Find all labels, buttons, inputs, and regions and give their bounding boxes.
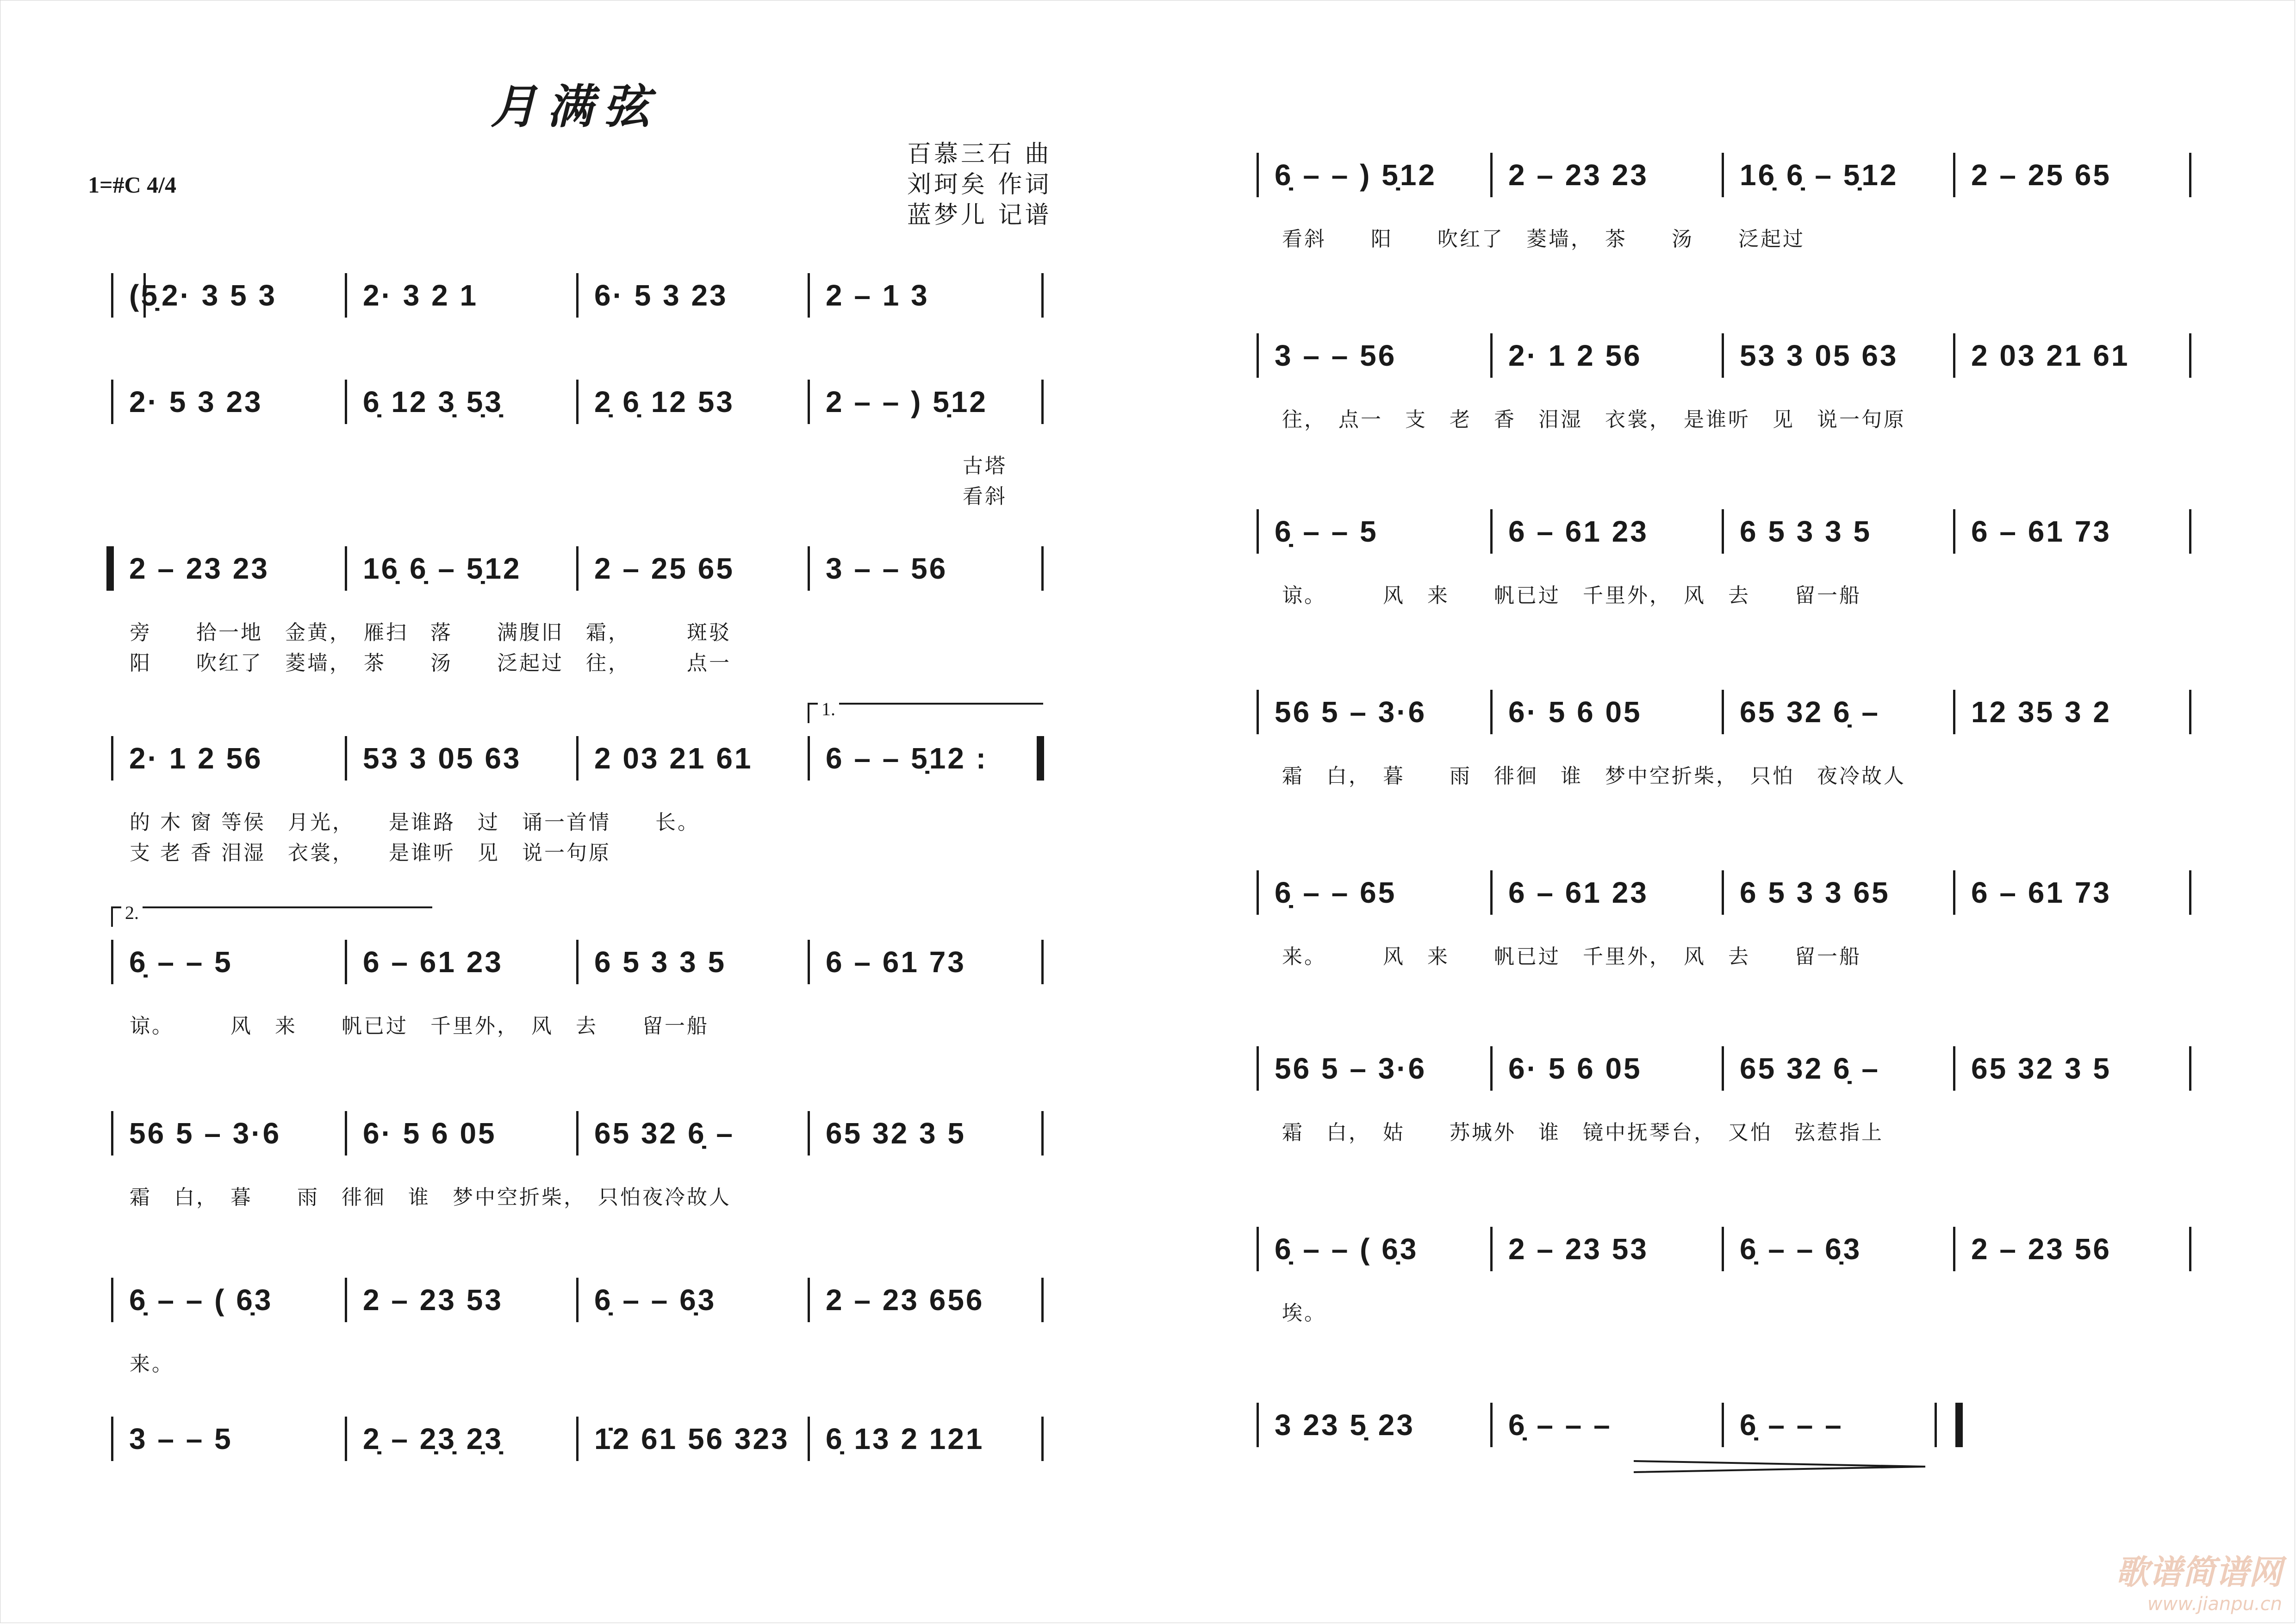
- measure-notes: 6 5 3 3 65: [1740, 876, 1890, 909]
- barline: [2189, 1046, 2191, 1091]
- lyric-line: 古塔: [963, 454, 1007, 478]
- measure: [579, 1111, 808, 1156]
- measure-notes: 6̣ – – 5: [129, 945, 233, 979]
- measure: [810, 546, 1041, 591]
- volta-number: 2.: [121, 902, 143, 924]
- measure: [579, 380, 808, 424]
- barline: [1041, 546, 1044, 591]
- measure-notes: 2 – 25 65: [1971, 158, 2111, 192]
- measure: [347, 940, 576, 984]
- measure-notes: 6· 5 6 05: [1508, 695, 1642, 729]
- lyric-line: 阳 吹红了 菱墙， 茶 汤 泛起过 往， 点一: [130, 651, 731, 675]
- barline: [1935, 1403, 1937, 1447]
- volta-bracket: [808, 699, 1043, 723]
- measure: [579, 273, 808, 318]
- credits-block: [907, 139, 1052, 231]
- measure-notes: 3 – – 5: [129, 1422, 233, 1455]
- measure-notes: 65 32 6̣ –: [594, 1117, 734, 1150]
- measure: [1493, 1227, 1722, 1271]
- measure-notes: 16̣ 6̣ – 5̣12: [1740, 158, 1898, 192]
- measure-notes: 2· 1 2 56: [129, 742, 263, 775]
- lyric-line: 霜 白， 暮 雨 徘徊 谁 梦中空折柴， 只怕 夜冷故人: [1282, 764, 1906, 788]
- lyric-line: 霜 白， 姑 苏城外 谁 镜中抚琴台， 又怕 弦惹指上: [1282, 1121, 1884, 1144]
- repeat-end: [1037, 736, 1044, 781]
- measure-notes: 65 32 6̣ –: [1740, 1052, 1880, 1085]
- measure: [1259, 153, 1490, 197]
- measure-notes: 6 – 61 73: [1971, 515, 2111, 548]
- measure-notes: 56 5 – 3·6: [129, 1117, 281, 1150]
- measure: [1955, 333, 2189, 378]
- measure: [1724, 1046, 1953, 1091]
- measure: [1724, 509, 1953, 554]
- measure-notes: 6̣ 12 3̣ 5̣3̣: [363, 385, 503, 418]
- measure-notes: 2 03 21 61: [594, 742, 753, 775]
- measure-notes: 3 – – 56: [1275, 339, 1397, 372]
- measure: [810, 940, 1041, 984]
- measure: [1493, 690, 1722, 734]
- measure-notes: 6 – 61 23: [363, 945, 503, 979]
- measure-notes: 6 – 61 73: [826, 945, 966, 979]
- measure: [810, 273, 1041, 318]
- measure-notes: 2 – 23 656: [826, 1283, 984, 1317]
- volta-number: 1.: [818, 698, 839, 720]
- measure-notes: 2 – 23 23: [129, 552, 269, 585]
- composer-credit: 百慕三石 曲: [907, 140, 1052, 168]
- measure: [347, 380, 576, 424]
- measure: [1259, 1046, 1490, 1091]
- measure: [1724, 870, 1953, 915]
- volta-bracket: [111, 902, 432, 927]
- barline: [2189, 509, 2191, 554]
- measure: [113, 1417, 345, 1461]
- watermark-name: 歌谱简谱网: [2115, 1553, 2282, 1592]
- measure-notes: 6 – 61 73: [1971, 876, 2111, 909]
- measure-notes: 6 – – 5̣12 :: [826, 742, 988, 775]
- lyric-line: 霜 白， 暮 雨 徘徊 谁 梦中空折柴， 只怕夜冷故人: [130, 1186, 731, 1209]
- final-barline: [1955, 1403, 1963, 1447]
- measure: [1259, 870, 1490, 915]
- measure: [1493, 870, 1722, 915]
- song-title: 月满弦: [491, 79, 660, 134]
- barline: [1041, 1111, 1044, 1156]
- measure-notes: 2 03 21 61: [1971, 339, 2130, 372]
- measure: [113, 1111, 345, 1156]
- barline: [1041, 380, 1044, 424]
- measure: [1493, 1403, 1722, 1447]
- repeat-start: [106, 546, 114, 591]
- measure-notes: 65 32 3 5: [1971, 1052, 2111, 1085]
- measure: [579, 546, 808, 591]
- measure-notes: 56 5 – 3·6: [1275, 1052, 1427, 1085]
- key-time-signature: 1=#C 4/4: [88, 172, 176, 198]
- measure-notes: 6̣ – – 6̣3: [594, 1283, 716, 1317]
- transcriber-credit: 蓝梦儿 记谱: [907, 201, 1052, 229]
- measure: [113, 1278, 345, 1322]
- measure: [1259, 509, 1490, 554]
- lyric-line: 谅。 风 来 帆已过 千里外， 风 去 留一船: [130, 1014, 709, 1038]
- measure: [1955, 509, 2189, 554]
- measure: [810, 380, 1041, 424]
- measure-notes: 6 – 61 23: [1508, 515, 1649, 548]
- measure-notes: 6̣ – – ( 6̣3: [1275, 1232, 1419, 1266]
- measure: [1955, 153, 2189, 197]
- measure: [113, 380, 345, 424]
- lyric-line: 看斜 阳 吹红了 菱墙， 茶 汤 泛起过: [1282, 227, 1805, 251]
- measure-notes: 2· 5 3 23: [129, 385, 263, 418]
- measure: [1955, 1227, 2189, 1271]
- measure-notes: 6̣ – – 6̣3: [1740, 1232, 1862, 1266]
- measure-notes: 65 32 6̣ –: [1740, 695, 1880, 729]
- measure-notes: 1̇2 61 56 323: [594, 1422, 790, 1455]
- measure: [1259, 690, 1490, 734]
- measure: [579, 736, 808, 781]
- measure-notes: 65 32 3 5: [826, 1117, 966, 1150]
- measure: [113, 273, 159, 318]
- measure-notes: 2 – 1 3: [826, 279, 929, 312]
- measure: [1724, 1227, 1953, 1271]
- measure-notes: 2 – 23 56: [1971, 1232, 2111, 1266]
- measure-notes: 6̣ – – 5: [1275, 515, 1378, 548]
- measure: [810, 1278, 1041, 1322]
- measure: [810, 1417, 1041, 1461]
- measure-notes: 16̣ 6̣ – 5̣12: [363, 552, 522, 585]
- measure-notes: 2̣ 6̣ 12 53: [594, 385, 734, 418]
- measure: [347, 1111, 576, 1156]
- lyric-line: 来。 风 来 帆已过 千里外， 风 去 留一船: [1282, 945, 1861, 968]
- measure: [347, 546, 576, 591]
- measure-notes: 56 5 – 3·6: [1275, 695, 1427, 729]
- measure-notes: 6̣ – – –: [1740, 1408, 1843, 1442]
- measure-notes: 6̣ – – –: [1508, 1408, 1612, 1442]
- barline: [2189, 690, 2191, 734]
- barline: [1041, 273, 1044, 318]
- measure-notes: 12 35 3 2: [1971, 695, 2111, 729]
- measure-notes: 2 – 25 65: [594, 552, 734, 585]
- lyric-line: 来。: [130, 1352, 174, 1376]
- measure: [347, 736, 576, 781]
- lyric-line: 的 木 窗 等侯 月光， 是谁路 过 诵一首情 长。: [130, 811, 700, 834]
- measure: [579, 1278, 808, 1322]
- measure: [347, 273, 576, 318]
- measure-notes: 6̣ – – ) 5̣12: [1275, 158, 1437, 192]
- measure: [1955, 1046, 2189, 1091]
- measure-notes: 2 – – ) 5̣12: [826, 385, 988, 418]
- measure-notes: 2· 3 2 1: [363, 279, 479, 312]
- measure: [1493, 1046, 1722, 1091]
- measure: [1724, 690, 1953, 734]
- watermark-url: www.jianpu.cn: [2147, 1593, 2282, 1615]
- measure: [1259, 1227, 1490, 1271]
- measure: [1724, 1403, 1935, 1447]
- barline: [2189, 870, 2191, 915]
- measure: [810, 1111, 1041, 1156]
- lyricist-credit: 刘珂矣 作词: [907, 171, 1052, 199]
- barline: [1041, 940, 1044, 984]
- measure-notes: 6̣ – – ( 6̣3: [129, 1283, 273, 1317]
- measure: [113, 736, 345, 781]
- measure: [347, 1417, 576, 1461]
- measure: [1724, 333, 1953, 378]
- measure: [146, 273, 345, 318]
- measure: [1724, 153, 1953, 197]
- measure-notes: 2· 1 2 56: [1508, 339, 1642, 372]
- measure: [579, 1417, 808, 1461]
- measure-notes: (5̣: [129, 279, 159, 312]
- measure-notes: 2· 3 5 3: [162, 279, 277, 312]
- measure: [1955, 870, 2189, 915]
- barline: [2189, 1227, 2191, 1271]
- measure-notes: 6· 5 6 05: [1508, 1052, 1642, 1085]
- measure-notes: 2 – 23 53: [1508, 1232, 1649, 1266]
- lyric-line: 埃。: [1282, 1301, 1326, 1325]
- barline: [2189, 333, 2191, 378]
- measure-notes: 6· 5 3 23: [594, 279, 728, 312]
- lyric-line: 往， 点一 支 老 香 泪湿 衣裳， 是谁听 见 说一句原: [1282, 408, 1906, 431]
- measure-notes: 6̣ – – 65: [1275, 876, 1397, 909]
- measure-notes: 53 3 05 63: [1740, 339, 1898, 372]
- measure-notes: 53 3 05 63: [363, 742, 522, 775]
- measure: [1493, 509, 1722, 554]
- measure: [1259, 1403, 1490, 1447]
- barline: [1041, 1417, 1044, 1461]
- measure: [113, 940, 345, 984]
- lyric-line: 支 老 香 泪湿 衣裳， 是谁听 见 说一句原: [130, 841, 611, 865]
- watermark: [2116, 1545, 2282, 1615]
- measure: [1259, 333, 1490, 378]
- measure: [113, 546, 345, 591]
- lyric-line: 谅。 风 来 帆已过 千里外， 风 去 留一船: [1282, 584, 1861, 607]
- measure-notes: 2 – 23 53: [363, 1283, 503, 1317]
- barline: [1041, 1278, 1044, 1322]
- measure-notes: 2 – 23 23: [1508, 158, 1649, 192]
- measure: [1493, 333, 1722, 378]
- measure: [347, 1278, 576, 1322]
- lyric-line: 看斜: [963, 485, 1007, 508]
- measure-notes: 6 5 3 3 5: [594, 945, 727, 979]
- measure-notes: 2̣ – 2̣3̣ 2̣3̣: [363, 1422, 503, 1455]
- measure-notes: 6̣ 13 2 121: [826, 1422, 984, 1455]
- measure-notes: 6 5 3 3 5: [1740, 515, 1872, 548]
- decrescendo-hairpin: [1634, 1458, 1930, 1477]
- measure-notes: 6· 5 6 05: [363, 1117, 497, 1150]
- barline: [2189, 153, 2191, 197]
- measure: [579, 940, 808, 984]
- measure-notes: 3 – – 56: [826, 552, 948, 585]
- lyric-line: 旁 拾一地 金黄， 雁扫 落 满腹旧 霜， 斑驳: [130, 621, 731, 644]
- measure: [810, 736, 1041, 781]
- measure: [1955, 690, 2189, 734]
- measure-notes: 3 23 5̣ 23: [1275, 1408, 1415, 1442]
- measure-notes: 6 – 61 23: [1508, 876, 1649, 909]
- measure: [1493, 153, 1722, 197]
